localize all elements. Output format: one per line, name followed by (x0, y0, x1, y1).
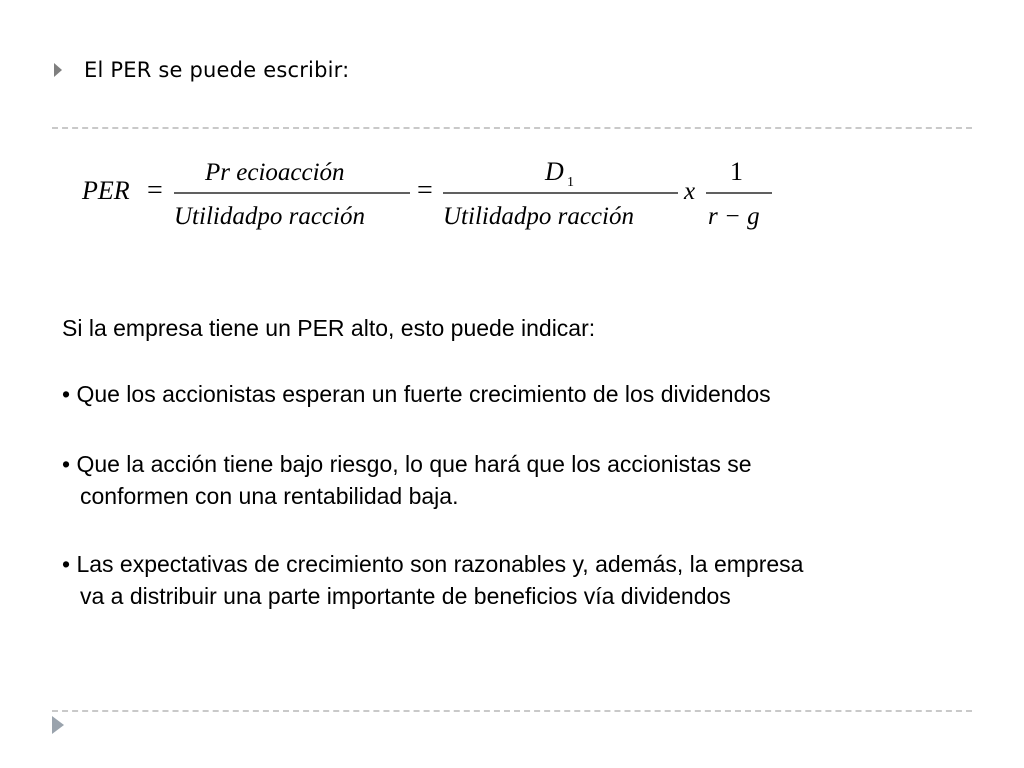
triangle-bullet-icon (54, 63, 62, 77)
top-divider (52, 127, 972, 129)
bullet-item-3-line2: va a distribuir una parte importante de beneficios vía dividendos (80, 583, 731, 609)
slide-heading: El PER se puede escribir: (84, 58, 350, 82)
bullet-item-2 (62, 448, 752, 512)
fraction1-denominator: Utilidadpo racción (174, 203, 365, 230)
formula-times: x (684, 178, 696, 205)
formula-equals-1: = (147, 175, 163, 206)
intro-text: Si la empresa tiene un PER alto, esto puede indicar: (62, 315, 596, 341)
fraction2-denominator: Utilidadpo racción (443, 203, 634, 230)
bottom-divider (52, 710, 972, 712)
bullet-item-1: • Que los accionistas esperan un fuerte crecimiento de los dividendos (62, 381, 771, 407)
fraction2-numerator-var: D (545, 157, 564, 186)
fraction3-numerator: 1 (730, 157, 743, 186)
per-formula (0, 140, 1024, 250)
heading-row (54, 58, 349, 82)
bullet-item-2-line2: conformen con una rentabilidad baja. (80, 483, 459, 509)
fraction1-numerator: Pr ecioacción (205, 159, 345, 186)
fraction2-numerator-subscript: 1 (567, 175, 574, 190)
formula-lhs: PER (82, 176, 130, 205)
corner-triangle-icon (52, 716, 64, 734)
bullet-item-3 (62, 548, 803, 612)
formula-equals-2: = (417, 175, 433, 206)
bullet-item-2-line1: • Que la acción tiene bajo riesgo, lo que hará que los accionistas se (62, 451, 752, 477)
fraction3-denominator: r − g (708, 203, 760, 230)
bullet-item-3-line1: • Las expectativas de crecimiento son razonables y, además, la empresa (62, 551, 804, 577)
